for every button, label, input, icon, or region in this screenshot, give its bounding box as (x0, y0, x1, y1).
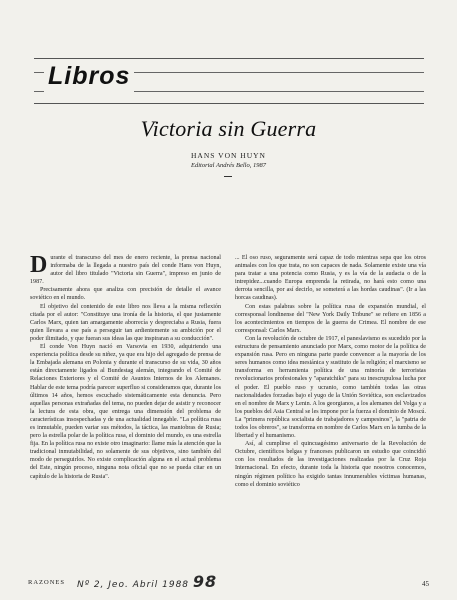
section-title: Libros (44, 60, 134, 92)
handwritten-number: 98 (192, 572, 218, 591)
handwritten-note-text: Nº 2, Jeo. Abril 1988 (77, 580, 190, 590)
handwritten-note (77, 572, 217, 591)
book-publisher: Editorial Andrés Bello, 1987 (191, 162, 266, 169)
article-column-left (30, 254, 221, 481)
paragraph: ... El oso ruso, seguramente será capaz de todo mientras sepa que los otros animales con los que trata, no son capaces de nada. Solamente existe una vía para tratar a una potencia como Rusia, y es la vía de la audacia o de la intrepidez...cuando Europa emprenda la retirada, no hará esto como una derrota sencilla, por así decirlo, se someterá a las hordas caudinas". (Ir a las horcas caudinas). (235, 255, 426, 302)
drop-cap: D (30, 252, 48, 278)
paragraph: Así, al cumplirse el quincuagésimo aniversario de la Revolución de Octubre, científicos belgas y franceses publicaron un estudio que coincidió con los resultados de las investigaciones realizadas por la Cruz Roja Internacional. En efecto, durante toda la historia que nosotros conocemos, ningún régimen político ha exigido tantas innumerables víctimas humanas, como el dominio soviético (235, 441, 426, 488)
journal-name: RAZONES (28, 579, 65, 586)
paragraph: Precisamente ahora que analiza con precisión de detalle el avance soviético en el mundo. (30, 287, 221, 302)
page-number: 45 (422, 580, 429, 588)
article-column-right (235, 254, 426, 489)
paragraph: Con estas palabras sobre la política rusa de expansión mundial, el corresponsal londinense del "New York Daily Tribune" se refiere en 1856 a los acontecimientos en tiempos de la guerra de Crimea. El nombre de ese corresponsal: Carlos Marx. (235, 303, 426, 334)
paragraph (30, 254, 221, 286)
title-divider (224, 176, 232, 177)
book-author: HANS VON HUYN (191, 151, 266, 160)
paragraph: El conde Von Huyn nació en Varsovia en 1930, adquiriendo una experiencia política desde su niñez, ya que era hijo del agregado de prensa de la Embajada alemana en Polonia y durante el transcurso de su vida, 30 años están directamente ligados al Bundestag alemán, integrando el Comité de Relaciones Exteriores y el Comité de Asuntos Internos de los Alemanes. Hablar de este tema podría parecer superfluo si consideramos que, durante los últimos 14 años, hemos escuchado sistemáticamente esta denuncia. Pero aquellas personas extrañadas del tema, no pueden dejar de asistir y reconocer la lectura de esta obra, que entrega una dimensión del problema de características insospechadas y de una actualidad innegable. "La política rusa es inmutable, pueden variar sus métodos, la táctica, las maniobras de Rusia; pero la estrella polar de la política rusa, el dominio del mundo, es una estrella fija. En la política rusa no existe otro imaginario: llame más la atención que la tradicional inmutabilidad, no solamente de sus objetivos, sino también del modo de perseguirlos. No existe complicación alguna en el actual problema del Este, ningún proceso, ninguna nota oficial que no se pueda citar en un capítulo de la historia de Rusia". (30, 344, 221, 480)
paragraph-text: urante el transcurso del mes de enero reciente, la prensa nacional informaba de la llegada a nuestro país del conde Hans von Huyn, autor del libro titulado "Victoria sin Guerra", impreso en junio de 1987. (30, 255, 221, 286)
book-title: Victoria sin Guerra (140, 116, 317, 141)
paragraph: Con la revolución de octubre de 1917, el paneslavismo es sucedido por la estructura de pensamiento anunciado por Marx, como motor de la política de expansión rusa. Pero en ninguna parte puede convencer a la mayoría de los seres humanos como idea mesiánica y sustituto de la religión; el marxismo se transforma en herramienta política de una minoría de terroristas revolucionarios profesionales y "aparatchiks" para su inescrupulosa lucha por el poder. El pueblo ruso y ucranio, como también todas las otras nacionalidades forzadas bajo el yugo de la Unión Soviética, son esclavizados en el nombre de Marx y Lenin. A los georgianos, a los alemanes del Volga y a los pueblos del Asia Central se les impone por la fuerza el dominio de Moscú. La "primera república socialista de trabajadores y campesinos", la "patria de todos los obreros", se transforma en nombre de Carlos Marx en la tumba de la libertad y el humanismo. (235, 335, 426, 440)
paragraph: El objetivo del contenido de este libro nos lleva a la misma reflexión citada por el autor: "Constituye una ironía de la historia, el que justamente Carlos Marx, quien tan amargamente aborrecía y despreciaba a Rusia, fuera quien llevara a ese país a perseguir tan ardientemente su ambición por el poder ilimitado, y que fueran sus ideas las que inspiraran a su conducción". (30, 303, 221, 342)
